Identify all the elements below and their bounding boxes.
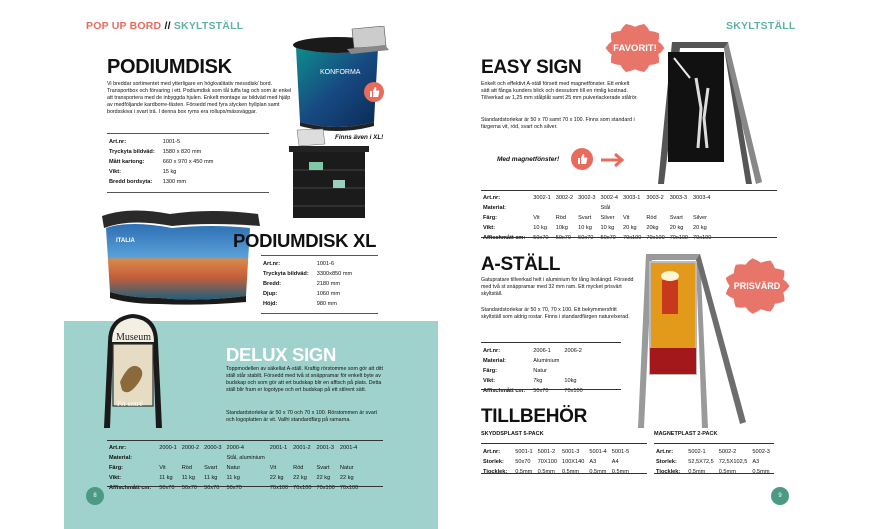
magnetplast-heading: MAGNETPLAST 2-PACK: [654, 431, 718, 437]
table-cell: 5002-1: [688, 449, 706, 455]
table-cell: 11 kg: [226, 475, 240, 482]
spec-value: 3300x850 mm: [316, 271, 353, 278]
delux-divider-bottom: [107, 486, 383, 487]
table-cell: 52,5X72,5: [688, 459, 714, 466]
page-number-right: 9: [771, 487, 789, 505]
podiumdisk-divider: [107, 133, 269, 134]
table-cell: 22 kg: [293, 475, 307, 482]
delux-standard: Standardstorlekar är 50 x 70 och 70 x 100. Rörstommen är svart och logoplatten är vit. Valfri standardfärg på ramarna.: [226, 410, 378, 423]
row-label: Affischmått cm:: [483, 235, 526, 242]
table-cell: Vit: [269, 465, 277, 472]
table-row: [656, 448, 773, 456]
arrow-right-icon: [600, 152, 626, 168]
table-row: [109, 474, 361, 482]
spec-value: 2180 mm: [316, 281, 341, 288]
table-cell: Svart: [316, 465, 330, 472]
spec-label: Tryckyta bildväd:: [109, 149, 155, 156]
table-cell: Aluminium: [533, 358, 560, 365]
table-cell: 70x100: [316, 485, 335, 492]
table-cell: 50x70: [515, 459, 531, 466]
easy-sign-description: Enkelt och effektivt A-ställ försett med magnetfönster. Ett enkelt sätt att fånga kunders blick och dessutom till en rimlig kostnad. Tillverkad av 1,25 mm stålplåt samt 25 mm pulverlackerade stålrör.: [481, 81, 638, 101]
row-label: Färg:: [483, 215, 497, 222]
spec-row: [109, 178, 216, 186]
table-cell: Vit: [533, 215, 540, 222]
table-cell: Röd: [293, 465, 304, 472]
easy-sign-standard: Standardstorlekar är 50 x 70 samt 70 x 100. Finns som standard i färgerna vit, röd, svart och silver.: [481, 117, 635, 130]
table-cell: [670, 204, 691, 212]
spec-row: [263, 260, 355, 268]
table-cell: 7kg: [533, 378, 543, 385]
delux-description: Toppmodellen av säkellat A-ställ. Kraftig rörstomme som gör att ditt ställ står stabilt. Försedd med två st snäppramar för enkelt byte av budskap och som gör att ert budskap blir en affisch på plats. Detta ställ blir fram er logotype och ert budskap på ett stilrent sätt.: [226, 366, 383, 393]
header-separator: //: [164, 20, 171, 32]
table-cell: 70x100: [622, 235, 642, 242]
podiumdisk-xl-brand: ITALIA: [116, 238, 135, 244]
spec-row: [109, 138, 216, 146]
table-cell: 50x70: [204, 485, 220, 492]
podiumdisk-xl-divider-bottom: [261, 313, 378, 314]
row-label: Storlek:: [656, 459, 677, 466]
table-cell: 0,5mm: [515, 469, 533, 476]
row-label: Material:: [483, 205, 507, 212]
spec-label: Art.nr:: [263, 261, 281, 267]
table-row: [109, 454, 361, 462]
delux-sign-bottom: Fri entré: [117, 399, 143, 408]
table-cell: Natur: [533, 368, 547, 375]
table-cell: Natur: [226, 465, 241, 472]
table-cell: 11 kg: [181, 475, 195, 482]
table-cell: [182, 454, 202, 462]
spec-label: Bredd bordsyta:: [109, 179, 153, 186]
like-icon: [364, 82, 384, 102]
table-cell: 3003-2: [646, 195, 664, 201]
table-cell: 50x70: [533, 388, 549, 395]
table-cell: 20kg: [646, 225, 659, 232]
table-cell: 5002-3: [752, 449, 770, 455]
podiumdisk-title: PODIUMDISK: [107, 56, 232, 78]
row-label: Affischmått cm:: [483, 388, 526, 395]
spec-row: [263, 270, 355, 278]
table-cell: [556, 204, 576, 212]
table-cell: 5001-3: [561, 449, 580, 455]
table-cell: 2006-2: [564, 348, 582, 354]
easy-divider-bottom: [481, 237, 777, 238]
row-label: Tjocklek:: [656, 469, 681, 476]
table-cell: Natur: [339, 465, 354, 472]
magnetplast-divider: [654, 443, 774, 444]
table-cell: [317, 454, 338, 462]
table-cell: A4: [611, 459, 619, 466]
table-cell: 70x100: [293, 485, 312, 492]
table-cell: Silver: [600, 215, 615, 222]
magnetplast-divider-bottom: [654, 473, 774, 474]
easy-sign-title: EASY SIGN: [481, 57, 582, 78]
skyddsplast-divider: [481, 443, 647, 444]
row-label: Art.nr:: [483, 449, 501, 455]
table-cell: Vit: [622, 215, 630, 222]
row-label: Färg:: [109, 465, 123, 472]
table-cell: 0,5mm: [718, 469, 736, 476]
table-cell: 3002-3: [578, 195, 596, 201]
table-cell: 70x100: [646, 235, 665, 242]
table-cell: 10 kg: [578, 225, 592, 232]
table-cell: 2001-2: [293, 445, 311, 451]
podiumdisk-divider-bottom: [107, 192, 269, 193]
skyddsplast-heading: SKYDDSPLAST 5-PACK: [481, 431, 544, 437]
spec-row: [263, 290, 355, 298]
table-cell: 20 kg: [669, 225, 684, 232]
table-cell: Röd: [646, 215, 657, 222]
table-cell: Röd: [181, 465, 192, 472]
table-cell: 20 kg: [693, 225, 707, 232]
table-cell: 5001-1: [515, 449, 533, 455]
spec-row: [263, 300, 355, 308]
table-cell: 2001-3: [316, 445, 334, 451]
table-cell: Silver: [693, 215, 708, 222]
table-cell: 10 kg: [533, 225, 547, 232]
table-cell: 70x100: [564, 388, 583, 395]
table-cell: [293, 454, 314, 462]
spec-row: [109, 148, 216, 156]
table-cell: 5001-2: [537, 449, 556, 455]
astall-title: A-STÄLL: [481, 254, 561, 275]
spec-label: Art.nr:: [109, 139, 127, 145]
table-cell: 5001-4: [589, 449, 607, 455]
podiumdisk-specs: [107, 136, 218, 188]
table-cell: 3003-1: [622, 195, 641, 201]
table-row: [483, 377, 586, 385]
spec-label: Höjd:: [263, 301, 278, 308]
table-cell: 2001-1: [269, 445, 288, 451]
table-cell: 50x70: [226, 485, 242, 492]
table-cell: 10 kg: [600, 225, 615, 232]
podiumdisk-image: [290, 26, 395, 134]
table-row: [656, 458, 773, 466]
prisvard-badge: PRISVÄRD: [733, 281, 781, 291]
table-cell: 5001-5: [611, 449, 630, 455]
table-row: [483, 224, 714, 232]
easy-like-icon: [571, 148, 593, 170]
table-row: [109, 444, 361, 452]
spec-value: 1060 mm: [316, 291, 341, 298]
table-cell: 20 kg: [622, 225, 637, 232]
spec-value: 1300 mm: [162, 179, 187, 186]
row-label: Material:: [109, 455, 133, 462]
podiumdisk-xl-divider: [261, 255, 378, 256]
table-cell: 50x70: [578, 235, 594, 242]
header-category-b: SKYLTSTÄLL: [173, 20, 244, 32]
table-cell: 2000-2: [181, 445, 200, 451]
spec-value: 1001-6: [316, 261, 335, 267]
table-row: [109, 464, 361, 472]
table-cell: [578, 204, 598, 212]
spec-value: 660 x 970 x 450 mm: [162, 159, 214, 166]
row-label: Art.nr:: [483, 195, 501, 201]
astall-standard: Standardstorlekar är 50 x 70, 70 x 100. Ett bekymmersfritt skyltställ som aldrig rostar. Finns i standardfärgen naturelxerad.: [481, 307, 630, 320]
table-cell: 0,5mm: [589, 469, 607, 476]
row-label: Art.nr:: [109, 445, 127, 451]
table-cell: [564, 367, 585, 375]
table-cell: 2000-4: [226, 445, 244, 451]
table-cell: [623, 204, 644, 212]
table-cell: 50x70: [159, 485, 175, 492]
row-label: Art.nr:: [656, 449, 674, 455]
header-right: SKYLTSTÄLL: [726, 20, 796, 32]
table-cell: 3002-1: [533, 195, 551, 201]
podiumdisk-description: Vi breddar sortimentet med ytterligare en högkvalitativ messdisk/ bord. Transportbox och förvaring i ett. Podiumdisk som tål tuffa tag och som är enkel att transportera med de inbyggda hjulen. Enkelt montage av bildväd med hjälp av medföljande kardborre-fästen. Försedd med fyra stycken hyllplan samt bordsskiva i svart trä. I denna box ryms era rollups/mässväggar.: [107, 81, 292, 115]
table-row: [483, 194, 714, 202]
spec-row: [109, 158, 216, 166]
table-cell: [564, 357, 585, 365]
easy-divider: [481, 190, 777, 191]
favorit-badge: FAVORIT!: [613, 42, 657, 54]
table-cell: 3003-3: [669, 195, 688, 201]
table-cell: 70X100: [537, 459, 557, 466]
table-cell: 50x70: [533, 235, 549, 242]
row-label: Material:: [483, 358, 507, 365]
table-cell: 70x100: [669, 235, 689, 242]
spec-label: Mått kartong:: [109, 159, 145, 166]
spec-label: Bredd:: [263, 281, 282, 288]
table-cell: 72,5X102,5: [718, 459, 748, 466]
delux-sign-top: Museum: [116, 332, 151, 343]
table-cell: 11 kg: [159, 475, 173, 482]
table-cell: 70x100: [339, 485, 359, 492]
spec-label: Tryckyta bildväd:: [263, 271, 309, 278]
table-cell: [204, 454, 224, 462]
table-cell: 50x70: [600, 235, 616, 242]
easy-sign-image: [656, 38, 766, 188]
row-label: Vikt:: [109, 475, 122, 482]
delux-sign-image: [100, 312, 166, 430]
table-cell: 22 kg: [269, 475, 284, 482]
spec-value: 15 kg: [162, 169, 177, 176]
table-cell: [340, 454, 361, 462]
table-cell: Stål, aluminium: [226, 455, 265, 462]
table-cell: 3002-4: [600, 195, 618, 201]
header-category-a: POP UP BORD: [86, 20, 162, 32]
table-cell: 70x100: [693, 235, 712, 242]
table-cell: Stål: [600, 205, 611, 212]
magnet-note: Med magnetfönster!: [497, 156, 560, 163]
table-row: [483, 347, 586, 355]
spec-row: [109, 168, 216, 176]
table-cell: [533, 204, 553, 212]
delux-divider: [107, 440, 383, 441]
delux-title: DELUX SIGN: [226, 344, 337, 365]
row-label: Art.nr:: [483, 348, 501, 354]
podiumdisk-xl-title: PODIUMDISK XL: [233, 230, 377, 251]
spec-label: Djup:: [263, 291, 278, 298]
astall-description: Gatupratare tillverkad helt i aluminium för lång livslängd. Försedd med två st snäppramar med 32 mm ram. Ett mycket prisvärt skyltställ.: [481, 277, 634, 297]
table-cell: 10kg: [555, 225, 568, 232]
row-label: Tjocklek:: [483, 469, 508, 476]
table-cell: [159, 454, 179, 462]
table-cell: 10kg: [564, 378, 577, 385]
spec-label: Vikt:: [109, 169, 122, 176]
table-cell: Svart: [204, 465, 218, 472]
table-cell: 50x70: [181, 485, 197, 492]
row-label: Färg:: [483, 368, 497, 375]
table-cell: A3: [589, 459, 597, 466]
podiumdisk-open-image: [287, 126, 375, 222]
row-label: Vikt:: [483, 225, 496, 232]
table-cell: Röd: [555, 215, 566, 222]
table-row: [483, 357, 586, 365]
table-row: [483, 448, 632, 456]
table-row: [483, 458, 632, 466]
table-row: [483, 214, 714, 222]
table-cell: 2006-1: [533, 348, 551, 354]
table-cell: 11 kg: [204, 475, 218, 482]
spec-value: 1580 x 820 mm: [162, 149, 202, 156]
table-row: [483, 234, 714, 242]
table-cell: 50x70: [555, 235, 571, 242]
row-label: Affischmått cm:: [109, 485, 152, 492]
table-cell: Vit: [159, 465, 166, 472]
table-cell: 70x100: [269, 485, 289, 492]
spec-value: 1001-5: [162, 139, 181, 145]
table-cell: Svart: [578, 215, 592, 222]
podiumdisk-xl-image: [100, 206, 262, 306]
table-cell: 5002-2: [718, 449, 737, 455]
astall-divider-bottom: [481, 389, 621, 390]
tillbehor-title: TILLBEHÖR: [481, 406, 588, 427]
table-cell: 100X140: [561, 459, 585, 466]
podiumdisk-xl-note: Finns även i XL!: [335, 134, 384, 141]
table-cell: 0,5mm: [537, 469, 555, 476]
table-cell: 22 kg: [316, 475, 331, 482]
table-cell: 3002-2: [555, 195, 574, 201]
table-cell: Svart: [669, 215, 683, 222]
page-number-left: 8: [86, 487, 104, 505]
podiumdisk-xl-specs: [261, 258, 357, 310]
row-label: Vikt:: [483, 378, 496, 385]
table-cell: 2001-4: [339, 445, 358, 451]
header-left: [86, 20, 243, 32]
table-cell: 22 kg: [339, 475, 354, 482]
table-cell: 0,5mm: [752, 469, 770, 476]
table-cell: [270, 454, 291, 462]
spec-value: 980 mm: [316, 301, 337, 308]
podiumdisk-screen-text: KONFORMA: [320, 69, 361, 76]
table-cell: 0,5mm: [688, 469, 706, 476]
table-cell: 0,5mm: [561, 469, 580, 476]
table-row: [483, 367, 586, 375]
table-cell: [646, 204, 667, 212]
astall-divider: [481, 342, 621, 343]
spec-row: [263, 280, 355, 288]
table-row: [483, 204, 714, 212]
skyddsplast-divider-bottom: [481, 473, 647, 474]
table-cell: [693, 204, 714, 212]
table-cell: A3: [752, 459, 760, 466]
table-cell: 0,5mm: [611, 469, 629, 476]
table-cell: 3003-4: [693, 195, 711, 201]
table-cell: 2000-3: [204, 445, 222, 451]
table-cell: 2000-1: [159, 445, 177, 451]
row-label: Storlek:: [483, 459, 504, 466]
